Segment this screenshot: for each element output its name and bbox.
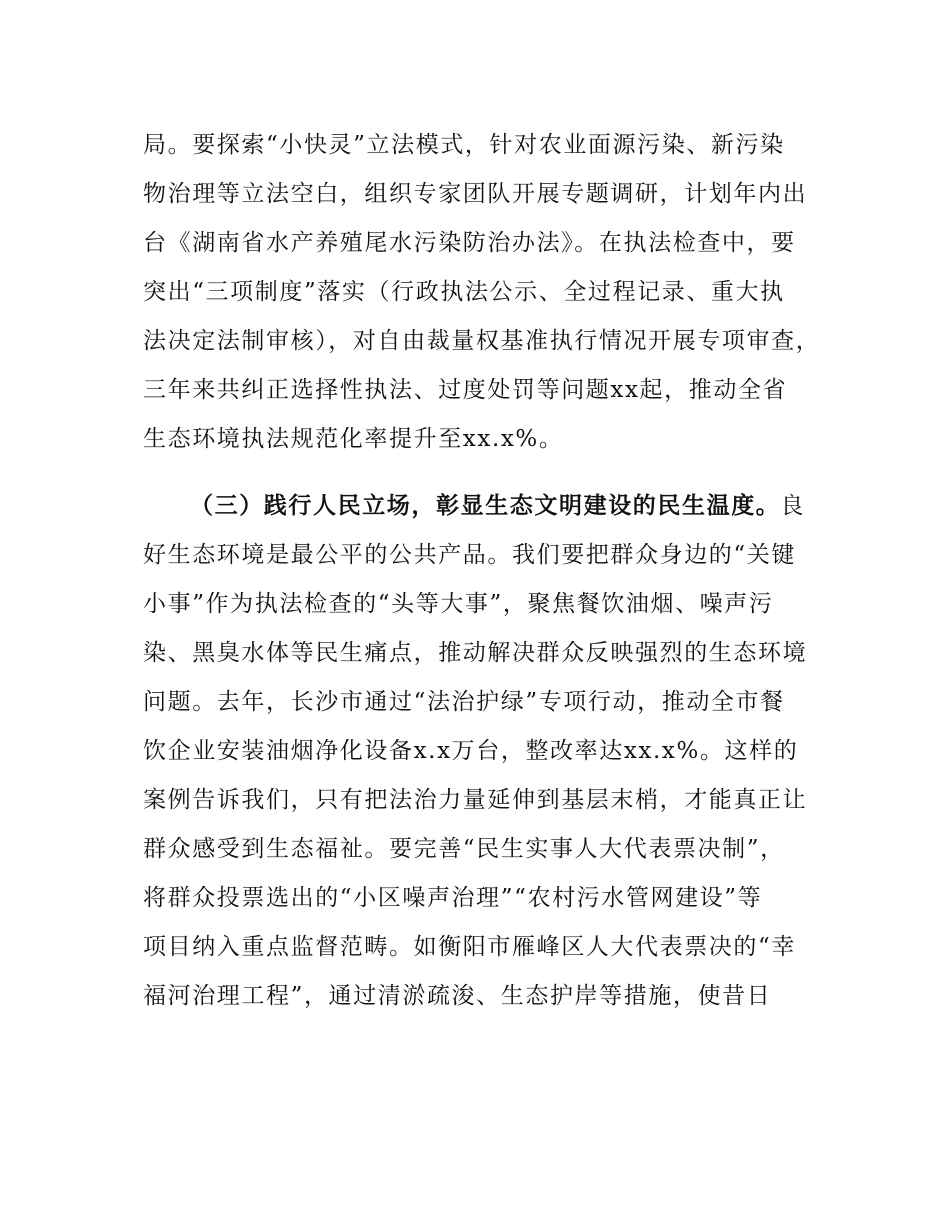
section-heading-line <box>190 490 870 522</box>
text-line: 台《湖南省水产养殖尾水污染防治办法》。在执法检查中，要 <box>143 230 796 256</box>
text-line: 群众感受到生态福祉。要完善“民生实事人大代表票决制”， <box>143 836 785 862</box>
text-line: 突出“三项制度”落实（行政执法公示、全过程记录、重大执 <box>143 279 785 305</box>
text-line: 好生态环境是最公平的公共产品。我们要把群众身边的“关键 <box>143 542 796 568</box>
text-line: 案例告诉我们，只有把法治力量延伸到基层末梢，才能真正让 <box>143 787 808 813</box>
text-line: 三年来共纠正选择性执法、过度处罚等问题xx起，推动全省 <box>143 377 788 403</box>
text-line: 物治理等立法空白，组织专家团队开展专题调研，计划年内出 <box>143 181 808 207</box>
text-line: 小事”作为执法检查的“头等大事”，聚焦餐饮油烟、噪声污 <box>143 591 774 617</box>
section-heading: （三）践行人民立场，彰显生态文明建设的民生温度。 <box>190 492 781 519</box>
text-line: 染、黑臭水体等民生痛点，推动解决群众反映强烈的生态环境 <box>143 640 808 666</box>
text-line: 生态环境执法规范化率提升至xx.x%。 <box>143 426 564 452</box>
text-line: 饮企业安装油烟净化设备x.x万台，整改率达xx.x%。这样的 <box>143 738 799 764</box>
text-line: 局。要探索“小快灵”立法模式，针对农业面源污染、新污染 <box>143 132 785 158</box>
text-line: 问题。去年，长沙市通过“法治护绿”专项行动，推动全市餐 <box>143 689 785 715</box>
text-line: 将群众投票选出的“小区噪声治理”“农村污水管网建设”等 <box>143 885 763 911</box>
text-line: 项目纳入重点监督范畴。如衡阳市雁峰区人大代表票决的“幸 <box>143 934 796 960</box>
text-line: 福河治理工程”，通过清淤疏浚、生态护岸等措施，使昔日 <box>143 983 772 1009</box>
heading-line-continuation: 良 <box>780 493 806 519</box>
text-line: 法决定法制审核），对自由裁量权基准执行情况开展专项审查， <box>143 328 821 354</box>
